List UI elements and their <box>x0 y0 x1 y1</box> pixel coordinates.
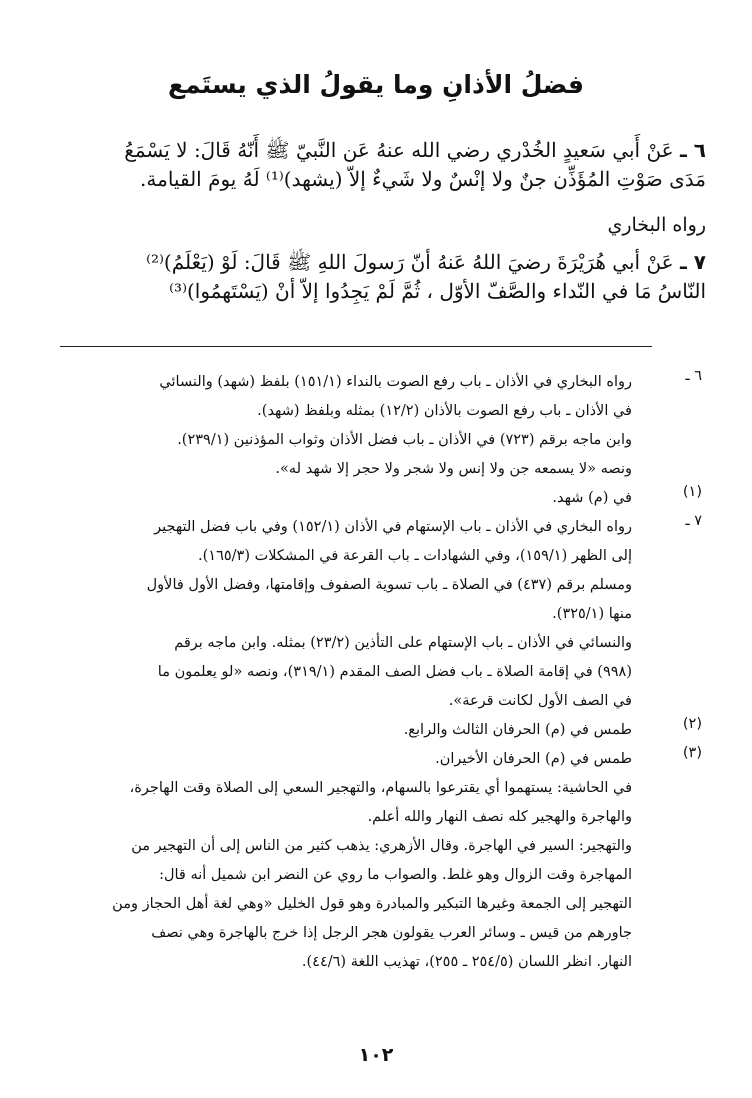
footnote-line: منها (٣٢٥/١). <box>552 606 632 622</box>
footnote-6 <box>62 368 706 484</box>
footnote-line: في (م) شهد. <box>552 490 632 506</box>
footnote-line: والنسائي في الأذان ـ باب الإستهام على التأذين (٢٣/٢) بمثله. وابن ماجه برقم <box>174 635 632 651</box>
footnote-label: (١) <box>682 484 702 500</box>
footnote-line: التهجير إلى الجمعة وغيرها التبكير والمبادرة وهو قول الخليل «وهي لغة أهل الحجاز ومن <box>112 896 632 912</box>
chapter-title: فضلُ الأذانِ وما يقولُ الذي يستَمع <box>167 70 585 99</box>
hadith-7 <box>66 248 706 306</box>
footnote-2 <box>62 716 706 745</box>
footnote-line: والهاجرة والهجير كله نصف النهار والله أعلم. <box>367 809 632 825</box>
hadith-6-line-1: ٦ ـ عَنْ أَبي سَعيدٍ الخُدْري رضي الله عنهُ عَن النَّبيّ ﷺ أَنّهُ قَالَ: لا يَسْمَعُ <box>124 138 706 162</box>
footnote-label: ٧ ـ <box>685 513 702 529</box>
footnotes <box>62 368 706 977</box>
footnote-label: ٦ ـ <box>685 368 702 384</box>
footnote-line: في الحاشية: يستهموا أي يقترعوا بالسهام، والتهجير السعي إلى الصلاة وقت الهاجرة، <box>129 780 632 796</box>
footnote-divider <box>60 346 652 347</box>
hadith-6-number: ٦ ـ <box>679 138 706 162</box>
footnote-3 <box>62 745 706 977</box>
footnote-line: رواه البخاري في الأذان ـ باب الإستهام في الأذان (١٥٢/١) وفي باب فضل التهجير <box>154 519 632 535</box>
footnote-line: إلى الظهر (١٥٩/١)، وفي الشهادات ـ باب القرعة في المشكلات (١٦٥/٣). <box>198 548 632 564</box>
footnote-line: رواه البخاري في الأذان ـ باب رفع الصوت بالنداء (١٥١/١) بلفظ (شهد) والنسائي <box>159 374 632 390</box>
hadith-7-line-1: ٧ ـ عَنْ أبي هُرَيْرَةَ رضيَ اللهُ عَنهُ أنّ رَسولَ اللهِ ﷺ قَالَ: لَوْ (يَعْلَمُ)⁽²⁾ <box>146 250 706 274</box>
footnote-line: جاورهم من قيس ـ وسائر العرب يقولون هجر الرجل إذا خرج بالهاجرة وهي نصف <box>151 925 632 941</box>
footnote-line: في الصف الأول لكانت قرعة». <box>448 693 632 709</box>
hadith-7-number: ٧ ـ <box>679 250 706 274</box>
footnote-line: النهار. انظر اللسان (٢٥٤/٥ ـ ٢٥٥)، تهذيب اللغة (٤٤/٦). <box>301 954 632 970</box>
footnote-1 <box>62 484 706 513</box>
hadith-6-source: رواه البخاري <box>607 214 706 236</box>
hadith-7-line-2: النّاسُ مَا في النّداء والصَّفّ الأوّل ، ثُمَّ لَمْ يَجِدُوا إلاّ أنْ (يَسْتَهمُوا)⁽³⁾ <box>169 279 706 303</box>
footnote-line: ومسلم برقم (٤٣٧) في الصلاة ـ باب تسوية الصفوف وإقامتها، وفضل الأول فالأول <box>146 577 632 593</box>
footnote-line: المهاجرة وقت الزوال وهو غلط. والصواب ما روي عن النضر ابن شميل أنه قال: <box>159 867 632 883</box>
hadith-6-line-2: مَدَى صَوْتِ المُؤَذِّن جنٌ ولا إنْسٌ ولا شَيءٌ إلاّ (يشهد)⁽¹⁾ لَهُ يومَ القيامة. <box>140 167 706 191</box>
hadith-6 <box>66 136 706 194</box>
footnote-label: (٣) <box>682 745 702 761</box>
footnote-line: طمس في (م) الحرفان الأخيران. <box>435 751 632 767</box>
footnote-line: ونصه «لا يسمعه جن ولا إنس ولا شجر ولا حجر إلا شهد له». <box>275 461 632 477</box>
footnote-line: وابن ماجه برقم (٧٢٣) في الأذان ـ باب فضل الأذان وثواب المؤذنين (٢٣٩/١). <box>177 432 632 448</box>
footnote-line: (٩٩٨) في إقامة الصلاة ـ باب فضل الصف المقدم (٣١٩/١)، ونصه «لو يعلمون ما <box>157 664 632 680</box>
footnote-line: في الأذان ـ باب رفع الصوت بالأذان (١٢/٢) بمثله وبلفظ (شهد). <box>257 403 632 419</box>
footnote-label: (٢) <box>682 716 702 732</box>
footnote-line: والتهجير: السير في الهاجرة. وقال الأزهري: يذهب كثير من الناس إلى أن التهجير من <box>131 838 632 854</box>
footnote-7 <box>62 513 706 716</box>
page-number: ١٠٢ <box>358 1044 394 1066</box>
footnote-line: طمس في (م) الحرفان الثالث والرابع. <box>403 722 632 738</box>
